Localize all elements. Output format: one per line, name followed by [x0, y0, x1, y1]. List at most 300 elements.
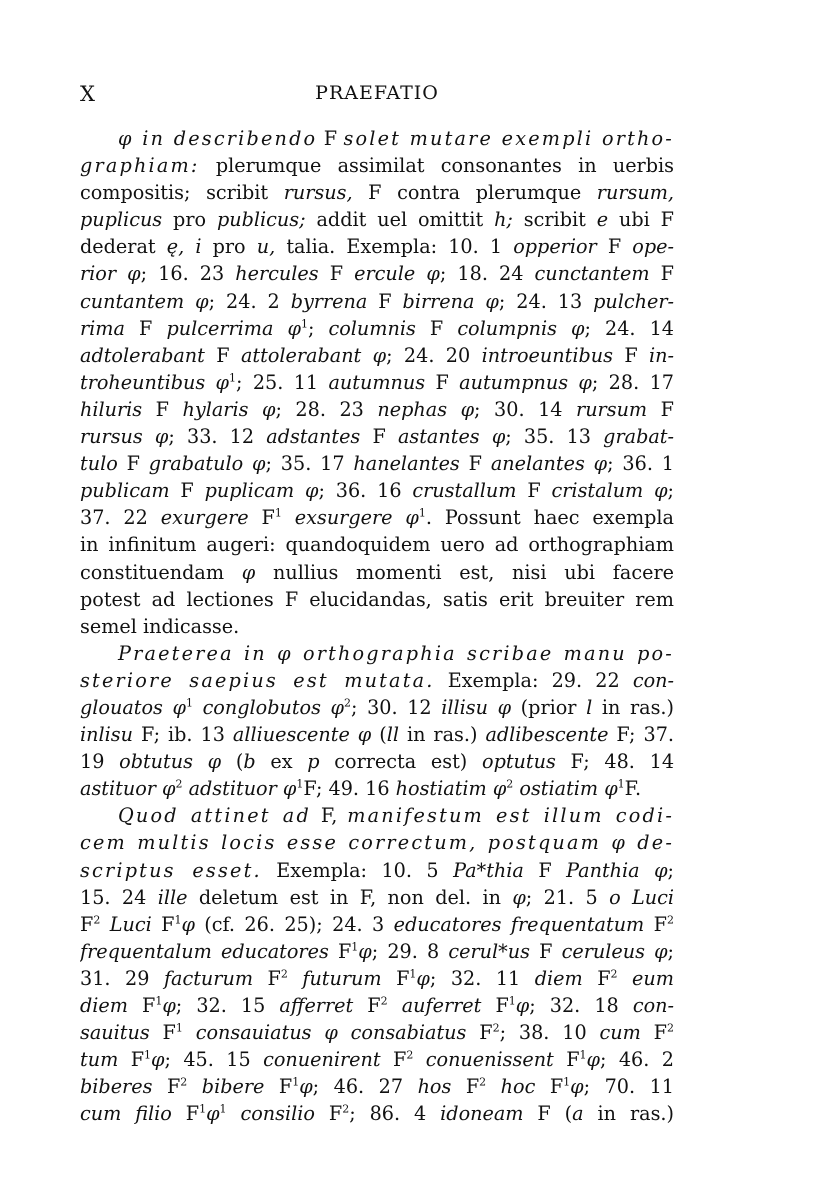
page-header — [80, 82, 674, 112]
text-segment: astituor φ — [80, 777, 176, 801]
text-segment: 15. 24 — [80, 885, 158, 909]
text-segment: F contra plerumque — [352, 181, 597, 205]
text-segment: solet mutare exempli ortho- — [343, 127, 674, 150]
text-segment: F — [253, 966, 281, 990]
text-line — [80, 829, 674, 856]
text-segment: ; 46. 27 — [312, 1075, 418, 1099]
text-segment: in ras.) — [592, 695, 674, 719]
text-segment: Panthia φ — [566, 858, 668, 882]
superscript: 2 — [406, 1048, 414, 1062]
text-line — [80, 559, 674, 586]
text-segment: nullius momenti est, nisi ubi facere — [255, 560, 674, 584]
text-line — [80, 152, 674, 179]
text-segment — [288, 967, 303, 990]
text-segment: diem — [534, 966, 583, 990]
text-segment: ; 16. 23 — [140, 262, 236, 286]
text-segment: eum — [632, 966, 674, 990]
superscript: 1 — [155, 994, 163, 1008]
text-segment: grabat- — [603, 425, 674, 449]
text-segment: optutus — [482, 750, 556, 774]
superscript: 2 — [280, 967, 288, 981]
text-line — [80, 775, 674, 802]
text-segment: F; ib. 13 — [132, 723, 233, 747]
text-segment — [413, 1048, 425, 1071]
superscript: 2 — [180, 1075, 188, 1089]
text-segment: dederat — [80, 235, 167, 259]
text-segment: . Possunt haec exempla — [425, 506, 674, 530]
text-segment — [183, 1021, 196, 1044]
text-segment: rursus φ — [80, 425, 169, 449]
text-segment: φ — [512, 885, 526, 909]
text-segment: F — [529, 939, 562, 963]
text-segment: F, — [310, 804, 348, 828]
text-segment — [618, 967, 633, 990]
text-segment: in ras.) — [583, 1102, 674, 1126]
text-segment: F — [124, 316, 167, 340]
text-segment: adtolerabant — [80, 343, 205, 367]
text-segment: F — [80, 912, 94, 936]
text-line — [80, 531, 674, 558]
text-segment: ; 70. 11 — [583, 1075, 674, 1099]
text-segment: hos — [417, 1075, 452, 1099]
text-segment: ; 32. 15 — [175, 994, 280, 1017]
superscript: 1 — [617, 777, 625, 791]
text-segment: cem multis locis esse correctum, postquam φ de- — [80, 831, 674, 855]
text-segment: ; 36. 16 — [318, 479, 413, 503]
text-segment — [100, 913, 109, 936]
text-segment — [486, 1075, 501, 1098]
text-segment: scriptus esset. — [80, 858, 262, 882]
text-segment: birrena φ — [402, 289, 499, 313]
superscript: 2 — [492, 1021, 500, 1035]
text-line — [80, 396, 674, 423]
text-line — [80, 965, 674, 992]
text-segment: F ( — [523, 1102, 573, 1126]
text-segment: ; 25. 11 — [236, 370, 329, 394]
superscript: 2 — [610, 967, 618, 981]
text-segment: ercule φ — [354, 262, 440, 286]
text-segment: diem — [80, 994, 128, 1017]
text-line — [80, 206, 674, 233]
text-segment: correcta est) — [319, 750, 483, 774]
text-segment: manifestum est illum codi- — [347, 804, 674, 828]
text-segment: graphiam: — [80, 154, 200, 178]
text-segment: F — [169, 479, 205, 503]
text-segment: F — [248, 506, 275, 530]
text-segment: cerul*us — [448, 939, 530, 963]
text-line — [80, 857, 674, 884]
text-line — [80, 748, 674, 775]
text-segment: F — [535, 1075, 564, 1099]
text-segment: φ — [206, 1102, 220, 1126]
text-segment: 31. 29 — [80, 966, 164, 990]
text-segment: F — [317, 127, 344, 150]
text-segment: sauitus — [80, 1021, 150, 1045]
text-segment: F — [381, 966, 410, 990]
text-line — [80, 992, 674, 1019]
text-segment: in infinitum augeri: quandoquidem uero ad orthographiam — [80, 533, 674, 557]
superscript: 2 — [506, 777, 514, 791]
text-segment: ; 28. 17 — [591, 370, 674, 394]
superscript: 2 — [667, 1021, 674, 1035]
text-segment: potest ad lectiones F elucidandas, satis erit breuiter rem — [80, 587, 674, 611]
text-segment: Exempla: 10. 5 — [261, 858, 454, 882]
text-line — [80, 260, 674, 287]
text-segment: in ras.) — [398, 723, 486, 747]
text-segment: facturum — [163, 966, 254, 990]
text-segment: ( — [371, 723, 387, 747]
text-segment: F. — [624, 777, 642, 801]
text-segment: ceruleus φ — [561, 939, 668, 963]
text-line — [80, 1073, 674, 1100]
text-segment: rursum — [576, 397, 648, 421]
text-line — [80, 586, 674, 613]
text-segment: F — [612, 343, 650, 367]
superscript: 1 — [579, 1048, 587, 1062]
text-segment: tum — [80, 1048, 119, 1072]
text-segment: l — [586, 695, 593, 719]
text-segment: ; — [667, 479, 674, 503]
text-segment: ex — [255, 750, 308, 774]
superscript: 1 — [144, 1048, 152, 1062]
text-segment: afferret — [279, 994, 354, 1017]
text-line — [80, 369, 674, 396]
superscript: 1 — [229, 371, 236, 385]
text-segment: ; — [667, 858, 674, 882]
text-segment: ; 28. 23 — [275, 397, 378, 421]
text-segment: alliuescente φ — [232, 723, 372, 747]
text-line — [80, 342, 674, 369]
text-segment: puplicus — [80, 208, 163, 232]
text-segment: F — [649, 262, 674, 286]
text-segment: Luci — [109, 912, 152, 936]
superscript: 1 — [296, 777, 304, 791]
text-segment: troheuntibus φ — [80, 370, 229, 394]
text-segment: ope- — [632, 235, 674, 259]
text-segment: columnis — [328, 316, 416, 340]
text-segment: F — [328, 939, 352, 963]
text-line — [80, 125, 674, 152]
text-segment: Praeterea in φ orthographia scribae manu po- — [118, 641, 674, 665]
text-segment — [187, 1075, 202, 1098]
text-segment: F — [596, 235, 633, 259]
superscript: 2 — [175, 777, 183, 791]
text-segment: F — [117, 452, 149, 476]
text-segment: Quod attinet ad — [118, 804, 311, 828]
text-line — [80, 1046, 674, 1073]
text-line — [80, 884, 674, 911]
text-segment: cuntantem φ — [80, 289, 209, 313]
text-segment: cum — [599, 1021, 641, 1045]
text-segment: φ — [162, 994, 176, 1017]
text-segment: cunctantem — [534, 262, 650, 286]
text-segment: opperior — [513, 235, 597, 259]
text-segment: cum filio — [80, 1102, 172, 1126]
text-segment: puplicam φ — [204, 479, 319, 503]
text-segment: ; — [667, 939, 674, 963]
text-segment: ; 35. 13 — [505, 425, 604, 449]
text-segment: F — [466, 1021, 493, 1045]
text-segment: F — [353, 994, 381, 1017]
text-segment: hostiatim φ — [395, 777, 507, 801]
text-segment: in- — [649, 343, 674, 367]
text-segment: frequentalum educatores — [80, 939, 329, 963]
text-line — [80, 423, 674, 450]
text-segment: exurgere — [160, 506, 249, 530]
text-segment: F — [127, 994, 156, 1017]
text-segment: φ — [416, 966, 430, 990]
text-segment: tulo — [80, 452, 118, 476]
text-segment: ( — [221, 750, 244, 774]
text-segment: F — [451, 1075, 480, 1099]
text-segment: compositis; scribit — [80, 181, 284, 205]
text-segment: F — [523, 858, 567, 882]
text-line — [80, 179, 674, 206]
text-line — [80, 802, 674, 829]
text-segment: F — [459, 452, 491, 476]
text-segment: hanelantes — [353, 452, 460, 476]
text-segment: 37. 22 — [80, 506, 161, 530]
text-segment: con- — [632, 668, 674, 692]
text-segment: hercules — [235, 262, 319, 286]
text-segment: ; 30. 14 — [474, 397, 577, 421]
text-segment: biberes — [80, 1075, 153, 1099]
text-segment: ; 21. 5 — [525, 885, 610, 909]
text-segment: educatores frequentatum — [393, 912, 645, 936]
text-segment: auferret — [401, 994, 482, 1017]
text-segment: Exempla: 29. 22 — [434, 668, 633, 692]
text-segment: adstituor φ — [188, 777, 297, 801]
text-segment: F — [553, 1048, 580, 1072]
text-segment: talia. Exempla: 10. 1 — [275, 235, 514, 259]
text-segment: ; 24. 14 — [584, 316, 674, 340]
text-segment: Pa*thia — [453, 858, 524, 882]
text-segment: F — [151, 912, 175, 936]
text-segment: F; 37. — [608, 723, 674, 747]
text-segment: ; — [307, 316, 329, 340]
text-segment: inlisu — [80, 723, 133, 747]
text-segment: F — [314, 1102, 343, 1126]
text-segment: (cf. 26. 25); 24. 3 — [194, 912, 394, 936]
text-segment: ille — [157, 885, 188, 909]
text-segment: φ — [586, 1048, 600, 1072]
superscript: 1 — [563, 1075, 571, 1089]
text-segment: conglobutos φ — [202, 695, 344, 719]
text-segment: pulcerrima φ — [166, 316, 301, 340]
text-line — [80, 938, 674, 965]
text-line — [80, 1019, 674, 1046]
superscript: 1 — [292, 1075, 300, 1089]
text-segment: pro — [201, 235, 257, 259]
text-segment: φ — [181, 912, 195, 936]
text-segment: ubi F — [608, 208, 674, 232]
text-line — [80, 911, 674, 938]
superscript: 1 — [508, 994, 516, 1008]
text-segment: F; 49. 16 — [303, 777, 396, 801]
text-segment — [282, 506, 295, 529]
superscript: 1 — [274, 506, 282, 520]
text-segment: a — [572, 1102, 584, 1126]
superscript: 1 — [300, 317, 308, 331]
text-segment: ; 86. 4 — [349, 1102, 441, 1126]
text-segment: ; 18. 24 — [439, 262, 535, 286]
text-segment: 19 — [80, 750, 120, 774]
superscript: 2 — [479, 1075, 487, 1089]
text-line — [80, 640, 674, 667]
text-segment: ; 33. 12 — [168, 425, 267, 449]
superscript: 2 — [344, 696, 351, 710]
text-segment: φ — [151, 1048, 165, 1072]
text-segment: ; 24. 13 — [498, 289, 594, 313]
text-segment: φ — [358, 939, 372, 963]
text-segment: grabatulo φ — [148, 452, 266, 476]
text-segment: ; 32. 11 — [429, 966, 535, 990]
text-segment: F — [142, 397, 183, 421]
text-segment: semel indicasse. — [80, 614, 240, 638]
text-segment — [193, 696, 203, 719]
text-segment: byrrena — [290, 289, 368, 313]
text-segment: ; 24. 20 — [386, 343, 482, 367]
text-segment: F — [318, 262, 355, 286]
text-segment: hiluris — [80, 397, 143, 421]
text-segment: p — [307, 750, 320, 774]
text-segment: deletum est in F, non del. in — [187, 885, 513, 909]
superscript: 1 — [175, 1021, 183, 1035]
text-segment: hylaris φ — [182, 397, 276, 421]
text-segment: ; 29. 8 — [371, 939, 449, 963]
text-segment: ; 38. 10 — [499, 1021, 600, 1045]
superscript: 1 — [351, 940, 359, 954]
superscript: 1 — [418, 506, 426, 520]
text-line — [80, 288, 674, 315]
text-segment: F — [647, 397, 674, 421]
text-segment: F — [118, 1048, 145, 1072]
text-segment: rursum, — [596, 181, 674, 205]
text-segment: b — [243, 750, 256, 774]
text-segment: illisu φ — [441, 695, 512, 719]
text-segment: h; — [494, 208, 513, 232]
text-segment: idoneam — [440, 1102, 524, 1126]
text-line — [80, 233, 674, 260]
text-segment: F — [516, 479, 552, 503]
text-segment: publicam — [80, 479, 170, 503]
text-segment: ; 30. 12 — [351, 695, 442, 719]
text-segment: constituendam — [80, 560, 242, 584]
text-segment: astantes φ — [397, 425, 506, 449]
text-segment: anelantes φ — [490, 452, 608, 476]
text-segment: bibere — [201, 1075, 265, 1099]
text-segment: columpnis φ — [457, 316, 585, 340]
text-segment: F; 48. 14 — [555, 750, 674, 774]
text-segment: ; 24. 2 — [208, 289, 291, 313]
text-segment: F — [425, 370, 460, 394]
text-segment: steriore saepius est mutata. — [80, 668, 435, 692]
text-segment: attolerabant φ — [240, 343, 387, 367]
text-segment: pulcher- — [593, 289, 674, 313]
text-segment: pro — [162, 208, 217, 232]
text-segment: F — [644, 912, 667, 936]
text-segment: F — [415, 316, 458, 340]
superscript: 1 — [219, 1102, 227, 1116]
text-segment: (prior — [511, 695, 587, 719]
text-segment: scribit — [512, 208, 597, 232]
superscript: 2 — [342, 1102, 350, 1116]
text-segment: adlibescente — [485, 723, 609, 747]
text-segment: φ — [515, 994, 530, 1017]
text-segment: conuenissent — [425, 1048, 554, 1072]
text-segment: F — [582, 966, 611, 990]
text-segment: u, — [256, 235, 276, 259]
text-segment: introeuntibus — [481, 343, 613, 367]
text-segment: ostiatim φ — [519, 777, 618, 801]
text-line — [80, 504, 674, 531]
superscript: 2 — [666, 913, 674, 927]
text-line — [80, 477, 674, 504]
page-number: X — [80, 82, 95, 106]
text-segment: ; 45. 15 — [164, 1048, 264, 1072]
text-segment: plerumque assimilat consonantes in uerbis — [199, 154, 674, 178]
text-segment: nephas φ — [377, 397, 475, 421]
text-segment: rima — [80, 316, 125, 340]
text-segment: glouatos φ — [80, 695, 186, 719]
running-title: PRAEFATIO — [315, 82, 439, 104]
text-segment: ll — [386, 723, 399, 747]
text-segment: hoc — [500, 1075, 536, 1099]
text-segment: e — [596, 208, 609, 232]
text-segment: autumpnus φ — [459, 370, 592, 394]
body-text — [80, 125, 674, 1127]
text-line — [80, 450, 674, 477]
text-segment: conuenirent — [263, 1048, 381, 1072]
text-segment: adstantes — [266, 425, 361, 449]
text-segment: φ — [570, 1075, 584, 1099]
text-line — [80, 694, 674, 721]
superscript: 1 — [409, 967, 417, 981]
text-segment: crustallum — [412, 479, 517, 503]
text-segment: publicus; — [216, 208, 306, 232]
text-segment: F — [481, 994, 509, 1017]
text-segment: F — [360, 425, 398, 449]
text-line — [80, 613, 674, 640]
superscript: 1 — [199, 1102, 207, 1116]
text-segment: F — [367, 289, 403, 313]
text-segment: F — [152, 1075, 181, 1099]
text-segment: o Luci — [609, 885, 674, 909]
text-segment: φ — [241, 560, 256, 584]
text-segment: exsurgere φ — [294, 506, 419, 530]
text-segment: F — [640, 1021, 667, 1045]
text-segment: rior φ — [80, 262, 141, 286]
text-segment — [388, 994, 402, 1017]
text-segment: F — [380, 1048, 407, 1072]
text-segment: ę, i — [166, 235, 202, 259]
text-segment: F — [149, 1021, 176, 1045]
superscript: 1 — [174, 913, 182, 927]
text-segment: con- — [632, 994, 674, 1017]
text-line — [80, 667, 674, 694]
text-segment: obtutus φ — [119, 750, 222, 774]
text-segment: ; 32. 18 — [529, 994, 633, 1017]
text-segment: addit uel omittit — [305, 208, 495, 232]
text-segment: ; 36. 1 — [607, 452, 674, 476]
text-segment: F — [264, 1075, 293, 1099]
text-segment: φ in describendo — [118, 127, 318, 150]
text-segment: F — [171, 1102, 200, 1126]
text-segment: consauiatus φ consabiatus — [195, 1021, 467, 1045]
text-line — [80, 721, 674, 748]
text-segment: autumnus — [328, 370, 426, 394]
text-segment: ; 46. 2 — [599, 1048, 674, 1072]
